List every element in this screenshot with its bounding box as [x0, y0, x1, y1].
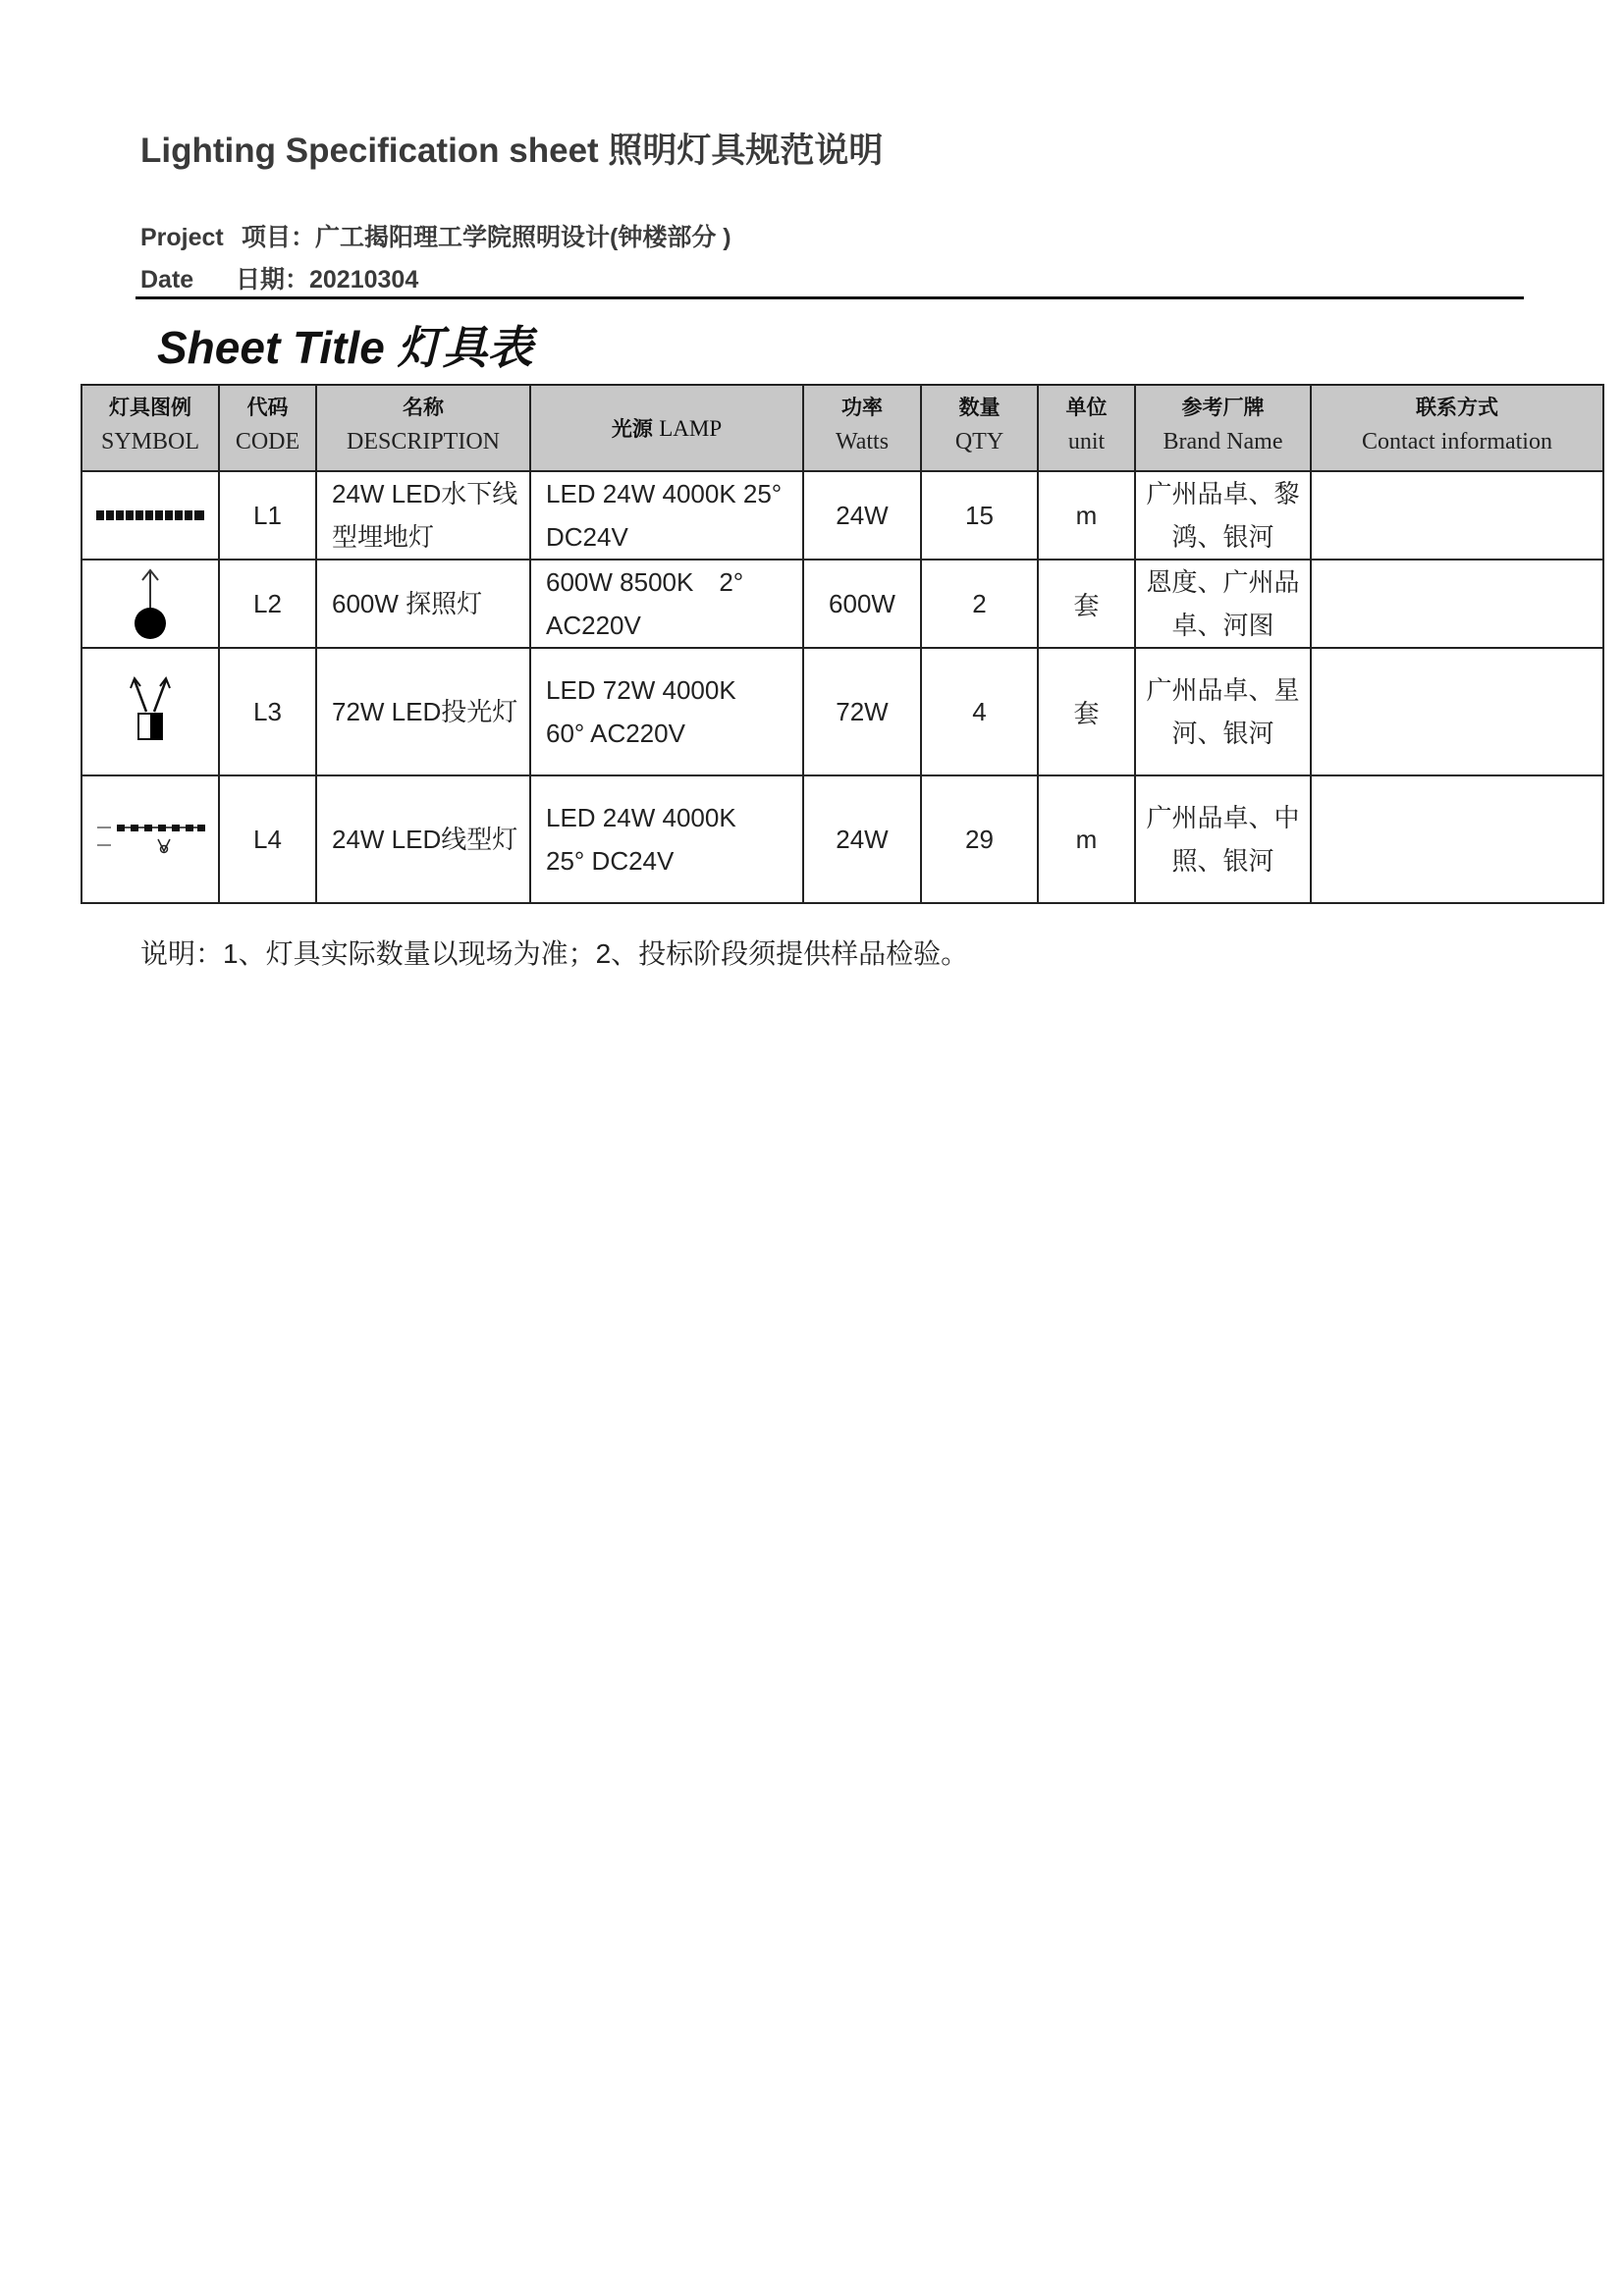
document-title: Lighting Specification sheet 照明灯具规范说明 — [140, 132, 884, 170]
description-cell: 24W LED线型灯 — [316, 775, 530, 903]
linear-light-icon — [95, 820, 205, 859]
unit-cell: m — [1038, 775, 1135, 903]
brand-cell: 恩度、广州品 卓、河图 — [1135, 560, 1311, 648]
project-label: Project — [140, 224, 224, 251]
col-brand-header: 参考厂牌 Brand Name — [1135, 385, 1311, 471]
col-lamp-header: 光源 LAMP — [530, 385, 803, 471]
sheet-title: Sheet Title 灯具表 — [157, 322, 533, 373]
date-value: 日期：20210304 — [236, 266, 419, 294]
unit-cell: 套 — [1038, 648, 1135, 775]
table-row — [81, 775, 1603, 903]
contact-cell — [1311, 648, 1603, 775]
table-row — [81, 560, 1603, 648]
contact-cell — [1311, 471, 1603, 560]
qty-cell: 29 — [921, 775, 1038, 903]
lamp-cell: 600W 8500K 2° AC220V — [530, 560, 803, 648]
watts-cell: 72W — [803, 648, 921, 775]
brand-cell: 广州品卓、中 照、银河 — [1135, 775, 1311, 903]
description-cell: 72W LED投光灯 — [316, 648, 530, 775]
col-unit-header: 单位 unit — [1038, 385, 1135, 471]
project-value: 项目：广工揭阳理工学院照明设计(钟楼部分 ) — [242, 224, 731, 251]
date-label: Date — [140, 266, 194, 294]
contact-cell — [1311, 775, 1603, 903]
lamp-cell: LED 24W 4000K 25° DC24V — [530, 775, 803, 903]
watts-cell: 600W — [803, 560, 921, 648]
qty-cell: 2 — [921, 560, 1038, 648]
project-line — [140, 218, 731, 253]
col-watts-header: 功率 Watts — [803, 385, 921, 471]
lighting-spec-table — [81, 384, 1604, 904]
brand-cell: 广州品卓、星 河、银河 — [1135, 648, 1311, 775]
searchlight-icon — [121, 566, 180, 641]
qty-cell: 15 — [921, 471, 1038, 560]
table-row — [81, 648, 1603, 775]
code-cell: L4 — [219, 775, 316, 903]
symbol-cell — [81, 648, 219, 775]
floodlight-icon — [121, 674, 180, 749]
col-code-header: 代码 CODE — [219, 385, 316, 471]
unit-cell: m — [1038, 471, 1135, 560]
table-header-row — [81, 385, 1603, 471]
watts-cell: 24W — [803, 471, 921, 560]
lamp-cell: LED 72W 4000K 60° AC220V — [530, 648, 803, 775]
description-cell: 24W LED水下线 型埋地灯 — [316, 471, 530, 560]
dotted-line-icon — [96, 506, 204, 525]
symbol-cell — [81, 471, 219, 560]
lamp-cell: LED 24W 4000K 25° DC24V — [530, 471, 803, 560]
description-cell: 600W 探照灯 — [316, 560, 530, 648]
table-row — [81, 471, 1603, 560]
date-line — [140, 260, 418, 295]
symbol-cell — [81, 560, 219, 648]
unit-cell: 套 — [1038, 560, 1135, 648]
watts-cell: 24W — [803, 775, 921, 903]
footnote: 说明：1、灯具实际数量以现场为准；2、投标阶段须提供样品检验。 — [140, 938, 969, 969]
qty-cell: 4 — [921, 648, 1038, 775]
code-cell: L3 — [219, 648, 316, 775]
col-qty-header: 数量 QTY — [921, 385, 1038, 471]
col-description-header: 名称 DESCRIPTION — [316, 385, 530, 471]
symbol-cell — [81, 775, 219, 903]
code-cell: L1 — [219, 471, 316, 560]
brand-cell: 广州品卓、黎 鸿、银河 — [1135, 471, 1311, 560]
code-cell: L2 — [219, 560, 316, 648]
header-divider — [135, 296, 1524, 299]
col-contact-header: 联系方式 Contact information — [1311, 385, 1603, 471]
contact-cell — [1311, 560, 1603, 648]
col-symbol-header: 灯具图例 SYMBOL — [81, 385, 219, 471]
